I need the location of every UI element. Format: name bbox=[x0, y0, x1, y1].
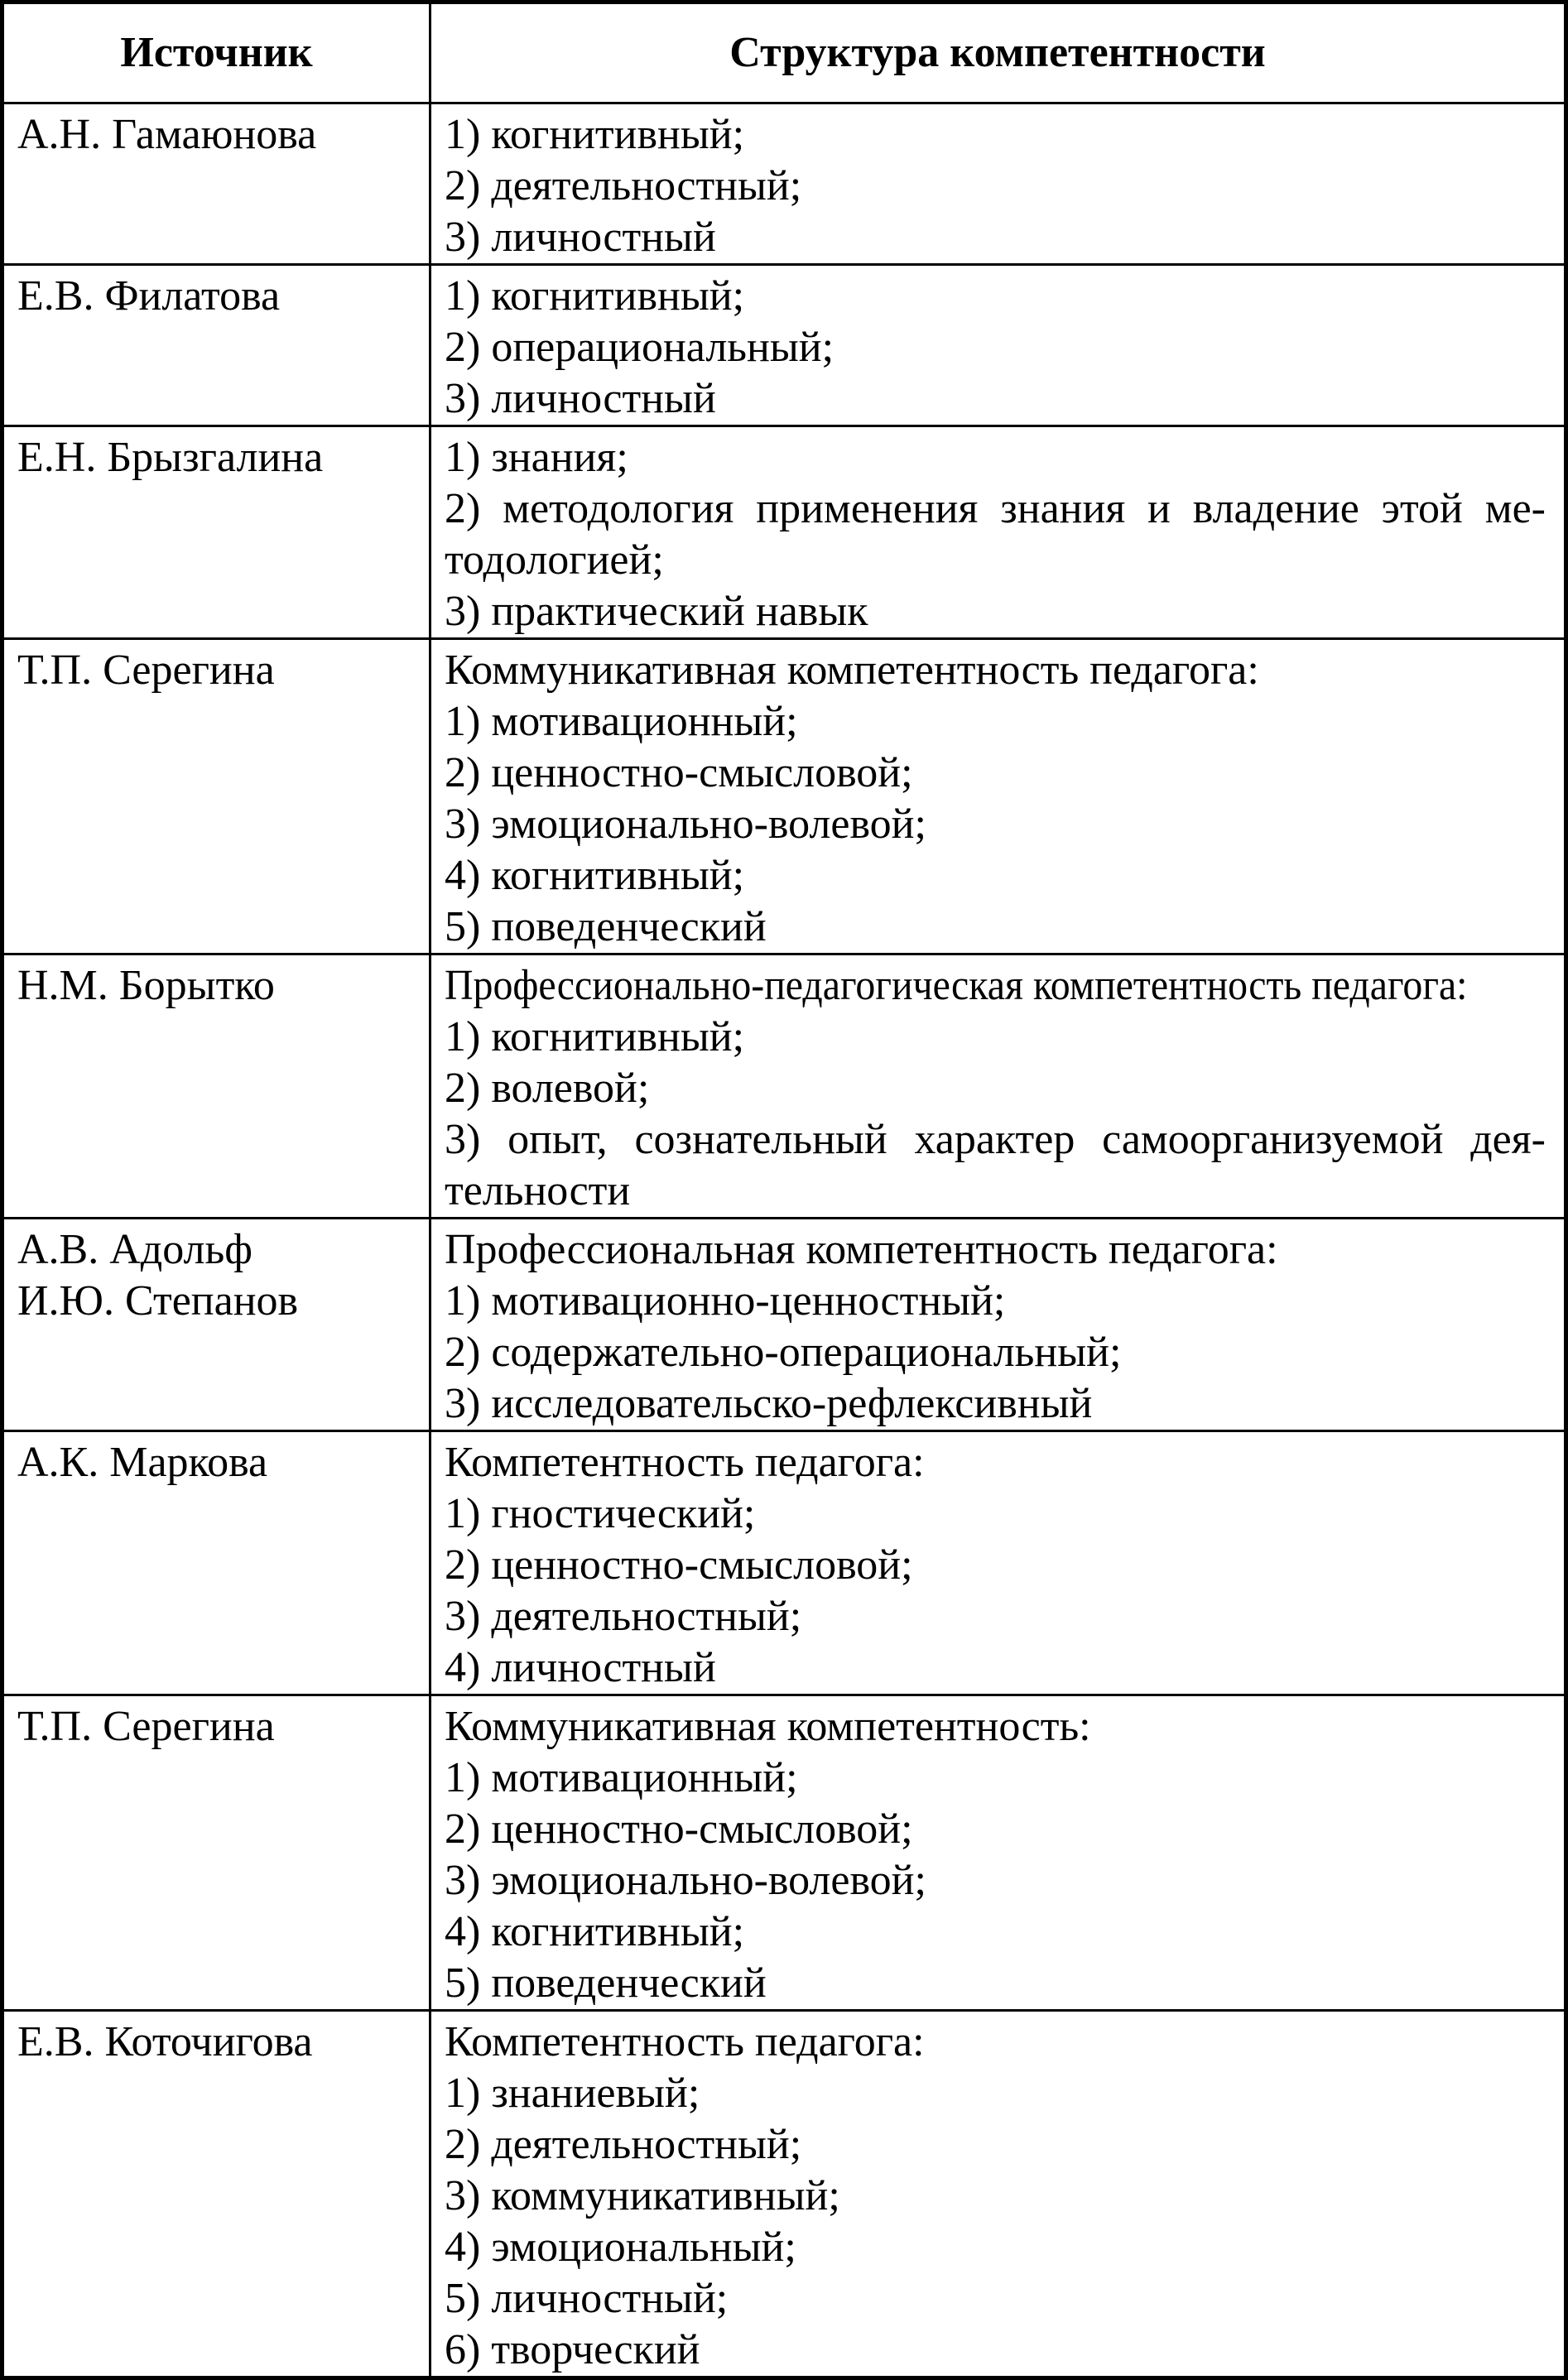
text-line: 4) эмоциональный; bbox=[445, 2224, 796, 2271]
text-line: 1) когнитивный; bbox=[445, 1013, 745, 1060]
text-line: 2) содержательно-операциональный; bbox=[445, 1329, 1122, 1376]
text-line: 4) когнитивный; bbox=[445, 1908, 745, 1955]
text-line: 5) личностный; bbox=[445, 2275, 729, 2322]
source-name: Т.П. Серегина bbox=[17, 647, 275, 694]
text-line: 3) эмоционально-волевой; bbox=[445, 1857, 926, 1904]
text-line: 3) коммуникативный; bbox=[445, 2172, 840, 2219]
source-name: А.Н. Гамаюнова bbox=[17, 111, 317, 158]
source-name: И.Ю. Степанов bbox=[17, 1277, 299, 1325]
text-line: тельности bbox=[445, 1167, 631, 1214]
source-name: Т.П. Серегина bbox=[17, 1703, 275, 1750]
source-name: Н.М. Борытко bbox=[17, 962, 275, 1009]
text-line: 4) личностный bbox=[445, 1644, 716, 1691]
header-row bbox=[2, 2, 1566, 103]
source-cell bbox=[2, 639, 430, 954]
text-line: 3) личностный bbox=[445, 214, 716, 261]
text-line: 1) гностический; bbox=[445, 1490, 756, 1537]
source-cell bbox=[2, 1695, 430, 2011]
source-cell bbox=[2, 1431, 430, 1695]
source-name: Е.В. Филатова bbox=[17, 272, 281, 320]
text-line: 3) личностный bbox=[445, 375, 716, 422]
text-line: 1) знания; bbox=[445, 434, 628, 481]
text-line: Профессиональная компетентность педагога: bbox=[445, 1226, 1278, 1273]
structure-cell bbox=[430, 954, 1566, 1219]
text-line: 2) операциональный; bbox=[445, 324, 835, 371]
text-line: 5) поведенческий bbox=[445, 1959, 767, 2007]
source-name: Е.В. Коточигова bbox=[17, 2018, 313, 2065]
source-name: А.В. Адольф bbox=[17, 1226, 253, 1273]
structure-cell bbox=[430, 1431, 1566, 1695]
text-line: 4) когнитивный; bbox=[445, 852, 745, 899]
text-line: 3) опыт, сознательный характер самоорганизуемой дея- bbox=[445, 1116, 1546, 1163]
text-line: 2) методология применения знания и владение этой ме- bbox=[445, 485, 1546, 532]
source-name: А.К. Маркова bbox=[17, 1439, 268, 1486]
table-row bbox=[2, 954, 1566, 1219]
table-row bbox=[2, 426, 1566, 639]
structure-cell bbox=[430, 639, 1566, 954]
text-line: 1) знаниевый; bbox=[445, 2070, 700, 2117]
table-row bbox=[2, 1695, 1566, 2011]
text-line: Компетентность педагога: bbox=[445, 2018, 925, 2065]
text-line: 3) исследовательско-рефлексивный bbox=[445, 1380, 1093, 1427]
column-header-source: Источник bbox=[2, 2, 430, 103]
text-line: 2) ценностно-смысловой; bbox=[445, 1805, 913, 1853]
text-line: 6) творческий bbox=[445, 2326, 700, 2373]
source-cell bbox=[2, 2011, 430, 2378]
table-row bbox=[2, 2011, 1566, 2378]
source-cell bbox=[2, 426, 430, 639]
text-line: 1) когнитивный; bbox=[445, 272, 745, 320]
text-line: 1) мотивационно-ценностный; bbox=[445, 1277, 1006, 1325]
structure-cell bbox=[430, 265, 1566, 426]
column-header-structure: Структура компетентности bbox=[430, 2, 1566, 103]
structure-cell bbox=[430, 426, 1566, 639]
text-line: 5) поведенческий bbox=[445, 903, 767, 950]
table-row bbox=[2, 103, 1566, 265]
text-line: 3) эмоционально-волевой; bbox=[445, 801, 926, 848]
text-line: 2) деятельностный; bbox=[445, 162, 802, 209]
text-line: 2) волевой; bbox=[445, 1065, 650, 1112]
text-line: Профессионально-педагогическая компетентность педагога: bbox=[445, 962, 1468, 1009]
source-cell bbox=[2, 954, 430, 1219]
structure-cell bbox=[430, 1695, 1566, 2011]
text-line: 1) когнитивный; bbox=[445, 111, 745, 158]
table-row bbox=[2, 265, 1566, 426]
text-line: 3) деятельностный; bbox=[445, 1593, 802, 1640]
source-name: Е.Н. Брызгалина bbox=[17, 434, 324, 481]
text-line: Компетентность педагога: bbox=[445, 1439, 925, 1486]
table-row bbox=[2, 1431, 1566, 1695]
text-line: 1) мотивационный; bbox=[445, 698, 798, 745]
source-cell bbox=[2, 1219, 430, 1431]
text-line: 1) мотивационный; bbox=[445, 1754, 798, 1801]
structure-cell bbox=[430, 1219, 1566, 1431]
text-line: Коммуникативная компетентность: bbox=[445, 1703, 1091, 1750]
structure-cell bbox=[430, 103, 1566, 265]
text-line: 3) практический навык bbox=[445, 588, 868, 635]
text-line: тодологией; bbox=[445, 536, 664, 584]
table-row bbox=[2, 639, 1566, 954]
structure-cell bbox=[430, 2011, 1566, 2378]
source-cell bbox=[2, 103, 430, 265]
text-line: Коммуникативная компетентность педагога: bbox=[445, 647, 1259, 694]
text-line: 2) деятельностный; bbox=[445, 2121, 802, 2168]
text-line: 2) ценностно-смысловой; bbox=[445, 1541, 913, 1589]
text-line: 2) ценностно-смысловой; bbox=[445, 749, 913, 796]
table-row bbox=[2, 1219, 1566, 1431]
source-cell bbox=[2, 265, 430, 426]
